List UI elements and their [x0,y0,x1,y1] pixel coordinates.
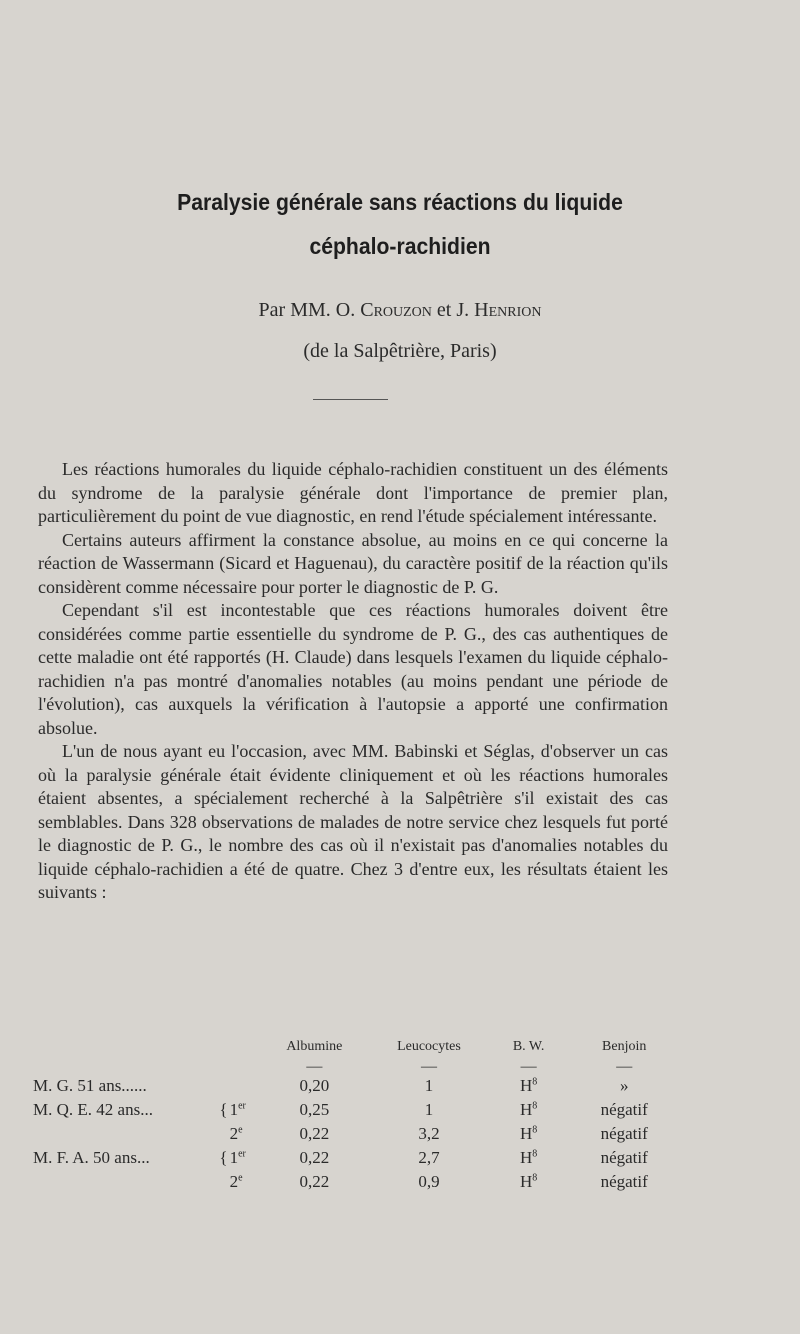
header-leucocytes: Leucocytes [397,1039,461,1054]
patient-cell [30,1122,210,1146]
leucocytes-cell: 1 [424,1076,434,1095]
bw-cell: $H^8$ [519,1100,538,1119]
paragraph: Certains auteurs affirment la constance absolue, au moins en ce qui concerne la réaction de Wassermann (Sicard et Haguenau), du caractère positif de la réaction qu'ils considèrent comme nécessaire pour porter le diagnostic de P. G. [38,529,668,597]
dash: — [616,1058,633,1075]
benjoin-cell: négatif [600,1148,648,1167]
albumine-cell: 0,25 [299,1100,330,1119]
author-crouzon: O. Crouzon [335,299,432,321]
title-line-2: céphalo-rachidien [309,233,491,259]
separator-rule [313,399,388,400]
table-row [30,1098,680,1122]
benjoin-cell: négatif [600,1124,648,1143]
albumine-cell: 0,20 [299,1076,330,1095]
brace: { [219,1100,228,1119]
brace [210,1170,230,1194]
brace [210,1074,230,1098]
body-text [38,458,668,905]
leucocytes-cell: 2,7 [418,1148,440,1167]
table-row [30,1122,680,1146]
header-albumine: Albumine [286,1039,343,1054]
bw-cell: $H^8$ [519,1148,538,1167]
brace [210,1122,230,1146]
table-header-row [30,1038,680,1060]
leucocytes-cell: 1 [424,1100,434,1119]
author-henrion: J. Henrion [456,299,542,321]
dash: — [420,1058,437,1075]
paragraph: Cependant s'il est incontestable que ces réactions humorales doivent être considérées comme partie essentielle du syndrome de P. G., des cas authentiques de cette maladie ont été rapportés (H. Claude) dans lesquels l'examen du liquide céphalo-rachidien n'a pas montré d'anomalies notables (au moins pendant une période de l'évolution), cas auxquels la vérification à l'autopsie a apporté une confirmation absolue. [38,600,668,738]
paragraph: Les réactions humorales du liquide céphalo-rachidien constituent un des éléments du syndrome de la paralysie générale dont l'importance de premier plan, particulièrement du point de vue diagnostic, en rend l'étude spécialement intéressante. [38,459,668,526]
albumine-cell: 0,22 [299,1148,330,1167]
paragraph: L'un de nous ayant eu l'occasion, avec MM. Babinski et Séglas, d'observer un cas où la paralysie générale était évidente cliniquement et où les réactions humorales étaient absentes, a spécialement recherché à la Salpêtrière s'il existait des cas semblables. Dans 328 observations de malades de notre service chez lesquels fut porté le diagnostic de P. G., le nombre des cas où il n'existait pas d'anomalies notables du liquide céphalo-rachidien a été de quatre. Chez 3 d'entre eux, les résultats étaient les suivants : [38,741,668,902]
authors-line [0,299,800,322]
table-dash-row [30,1060,680,1074]
exam-ordinal: 1er [229,1100,246,1119]
table-row [30,1074,680,1098]
header-benjoin: Benjoin [602,1039,647,1054]
affiliation: (de la Salpêtrière, Paris) [303,340,497,362]
authors-conjunction: et [431,299,457,321]
title-line-1: Paralysie générale sans réactions du liquide [177,189,623,215]
leucocytes-cell: 3,2 [418,1124,440,1143]
table-row [30,1170,680,1194]
exam-ordinal: 1er [229,1148,246,1167]
bw-cell: $H^8$ [519,1172,538,1191]
bw-cell: $H^8$ [519,1124,538,1143]
albumine-cell: 0,22 [299,1172,330,1191]
exam-ordinal: 2e [229,1124,243,1143]
benjoin-cell: négatif [600,1100,648,1119]
authors-prefix: Par MM. [258,299,336,321]
patient-cell: M. G. 51 ans...... [33,1076,147,1095]
dash: — [306,1058,323,1075]
albumine-cell: 0,22 [299,1124,330,1143]
patient-cell: M. Q. E. 42 ans... [33,1100,153,1119]
header-bw: B. W. [512,1039,545,1054]
patient-cell [30,1170,210,1194]
table-row [30,1146,680,1170]
leucocytes-cell: 0,9 [418,1172,440,1191]
bw-cell: $H^8$ [519,1076,538,1095]
patient-cell: M. F. A. 50 ans... [33,1148,150,1167]
brace: { [219,1148,228,1167]
results-table [30,1038,680,1194]
dash: — [520,1058,537,1075]
benjoin-cell: » [619,1076,629,1095]
exam-ordinal: 2e [229,1172,243,1191]
exam-ordinal [230,1074,260,1098]
benjoin-cell: négatif [600,1172,648,1191]
